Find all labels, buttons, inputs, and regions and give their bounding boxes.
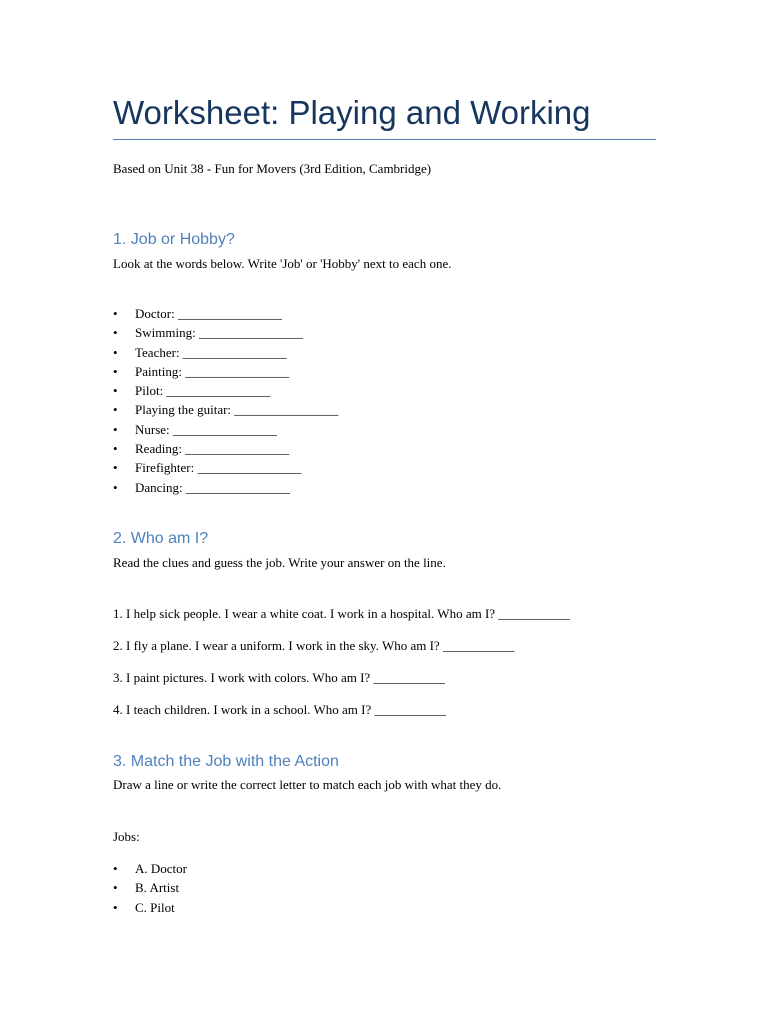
bullet-icon: •: [113, 383, 118, 399]
bullet-icon: •: [113, 861, 118, 876]
clue-2: 2. I fly a plane. I wear a uniform. I work in the sky. Who am I? ___________: [113, 638, 515, 653]
title-underline: [113, 139, 656, 140]
bullet-icon: •: [113, 899, 118, 915]
clue-1: 1. I help sick people. I wear a white coat. I work in a hospital. Who am I? ___________: [113, 606, 570, 621]
bullet-icon: •: [113, 441, 118, 457]
bullet-icon: •: [113, 363, 118, 379]
section-2-heading: 2. Who am I?: [113, 530, 209, 547]
subtitle: Based on Unit 38 - Fun for Movers (3rd Edition, Cambridge): [113, 161, 432, 176]
bullet-icon: •: [113, 421, 118, 437]
bullet-icon: •: [113, 344, 118, 360]
bullet-icon: •: [113, 460, 118, 476]
jobs-label: Jobs:: [113, 829, 140, 844]
section-3-heading: 3. Match the Job with the Action: [113, 753, 339, 770]
bullet-icon: •: [113, 479, 118, 495]
bullet-icon: •: [113, 402, 118, 418]
bullet-icon: •: [113, 880, 118, 896]
page-title: Worksheet: Playing and Working: [113, 94, 591, 131]
bullet-icon: •: [113, 325, 118, 341]
section-2-instruction: Read the clues and guess the job. Write your answer on the line.: [113, 555, 446, 570]
clue-4: 4. I teach children. I work in a school. Who am I? ___________: [113, 702, 446, 717]
bullet-icon: •: [113, 306, 118, 321]
section-1-heading: 1. Job or Hobby?: [113, 231, 235, 248]
section-3-instruction: Draw a line or write the correct letter to match each job with what they do.: [113, 777, 502, 792]
clue-3: 3. I paint pictures. I work with colors. Who am I? ___________: [113, 670, 445, 685]
section-1-instruction: Look at the words below. Write 'Job' or 'Hobby' next to each one.: [113, 256, 452, 271]
